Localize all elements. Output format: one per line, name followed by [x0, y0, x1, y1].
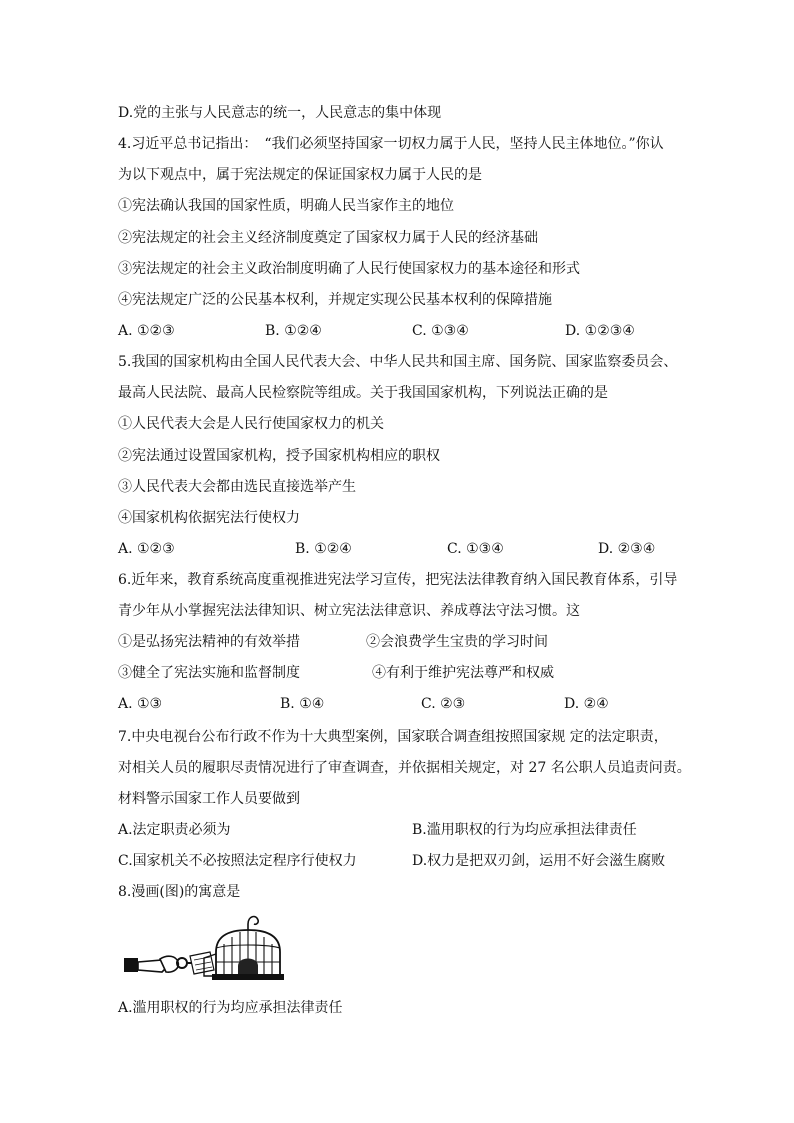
q4-option-b: B. ①②④	[265, 323, 322, 339]
q6-statement-2: ②会浪费学生宝贵的学习时间	[366, 634, 548, 650]
q6-option-d: D. ②④	[564, 696, 609, 712]
q5-option-a: A. ①②③	[118, 541, 175, 557]
q5-option-c: C. ①③④	[447, 541, 504, 557]
q4-option-d: D. ①②③④	[565, 323, 635, 339]
q5-option-b: B. ①②④	[295, 541, 352, 557]
q4-statement-3: ③宪法规定的社会主义政治制度明确了人民行使国家权力的基本途径和形式	[118, 261, 580, 277]
q7-option-a: A.法定职责必须为	[118, 822, 231, 838]
q7-option-b: B.滥用职权的行为均应承担法律责任	[412, 822, 637, 838]
q4-statement-2: ②宪法规定的社会主义经济制度奠定了国家权力属于人民的经济基础	[118, 230, 538, 246]
q5-stem-line-2: 最高人民法院、最高人民检察院等组成。关于我国国家机构，下列说法正确的是	[118, 385, 608, 401]
q5-option-d: D. ②③④	[598, 541, 656, 557]
q6-stem-line-2: 青少年从小掌握宪法法律知识、树立宪法法律意识、养成尊法守法习惯。这	[118, 603, 580, 619]
q4-statement-4: ④宪法规定广泛的公民基本权利，并规定实现公民基本权利的保障措施	[118, 292, 552, 308]
q4-stem-line-1: 4.习近平总书记指出： “我们必须坚持国家一切权力属于人民，坚持人民主体地位。”你认	[118, 136, 664, 152]
q7-stem-line-1: 7.中央电视台公布行政不作为十大典型案例，国家联合调查组按照国家规 定的法定职责，	[118, 729, 668, 745]
q7-stem-line-2: 对相关人员的履职尽责情况进行了审查调查，并依据相关规定，对 27 名公职人员追责问责。	[118, 760, 691, 776]
q4-option-c: C. ①③④	[412, 323, 469, 339]
q4-option-a: A. ①②③	[118, 323, 175, 339]
caged-figure	[238, 959, 258, 975]
birdcage-cartoon	[120, 910, 300, 992]
q6-stem-line-1: 6.近年来，教育系统高度重视推进宪法学习宣传，把宪法法律教育纳入国民教育体系，引导	[118, 572, 678, 588]
q4-statement-1: ①宪法确认我国的国家性质，明确人民当家作主的地位	[118, 198, 454, 214]
q6-statement-1: ①是弘扬宪法精神的有效举措	[118, 634, 300, 650]
q6-option-b: B. ①④	[280, 696, 325, 712]
q8-option-a: A.滥用职权的行为均应承担法律责任	[118, 1000, 343, 1016]
q7-stem-line-3: 材料警示国家工作人员要做到	[118, 791, 300, 807]
q5-statement-2: ②宪法通过设置国家机构，授予国家机构相应的职权	[118, 448, 440, 464]
cage-base	[212, 974, 284, 980]
q4-stem-line-2: 为以下观点中，属于宪法规定的保证国家权力属于人民的是	[118, 167, 482, 183]
q5-statement-4: ④国家机构依据宪法行使权力	[118, 510, 300, 526]
q7-option-c: C.国家机关不必按照法定程序行使权力	[118, 853, 357, 869]
q6-statement-4: ④有利于维护宪法尊严和权威	[372, 665, 554, 681]
q6-statement-3: ③健全了宪法实施和监督制度	[118, 665, 300, 681]
cuff-shape	[124, 958, 138, 972]
q8-stem: 8.漫画(图)的寓意是	[118, 884, 241, 900]
q5-statement-3: ③人民代表大会都由选民直接选举产生	[118, 479, 356, 495]
q3-option-d: D.党的主张与人民意志的统一，人民意志的集中体现	[118, 105, 442, 121]
q5-statement-1: ①人民代表大会是人民行使国家权力的机关	[118, 416, 384, 432]
q5-stem-line-1: 5.我国的国家机构由全国人民代表大会、中华人民共和国主席、国务院、国家监察委员会、	[118, 354, 678, 370]
cage-hook	[248, 917, 258, 925]
q7-option-d: D.权力是把双刃剑，运用不好会滋生腐败	[412, 853, 666, 869]
q6-option-c: C. ②③	[421, 696, 466, 712]
q6-option-a: A. ①③	[118, 696, 163, 712]
